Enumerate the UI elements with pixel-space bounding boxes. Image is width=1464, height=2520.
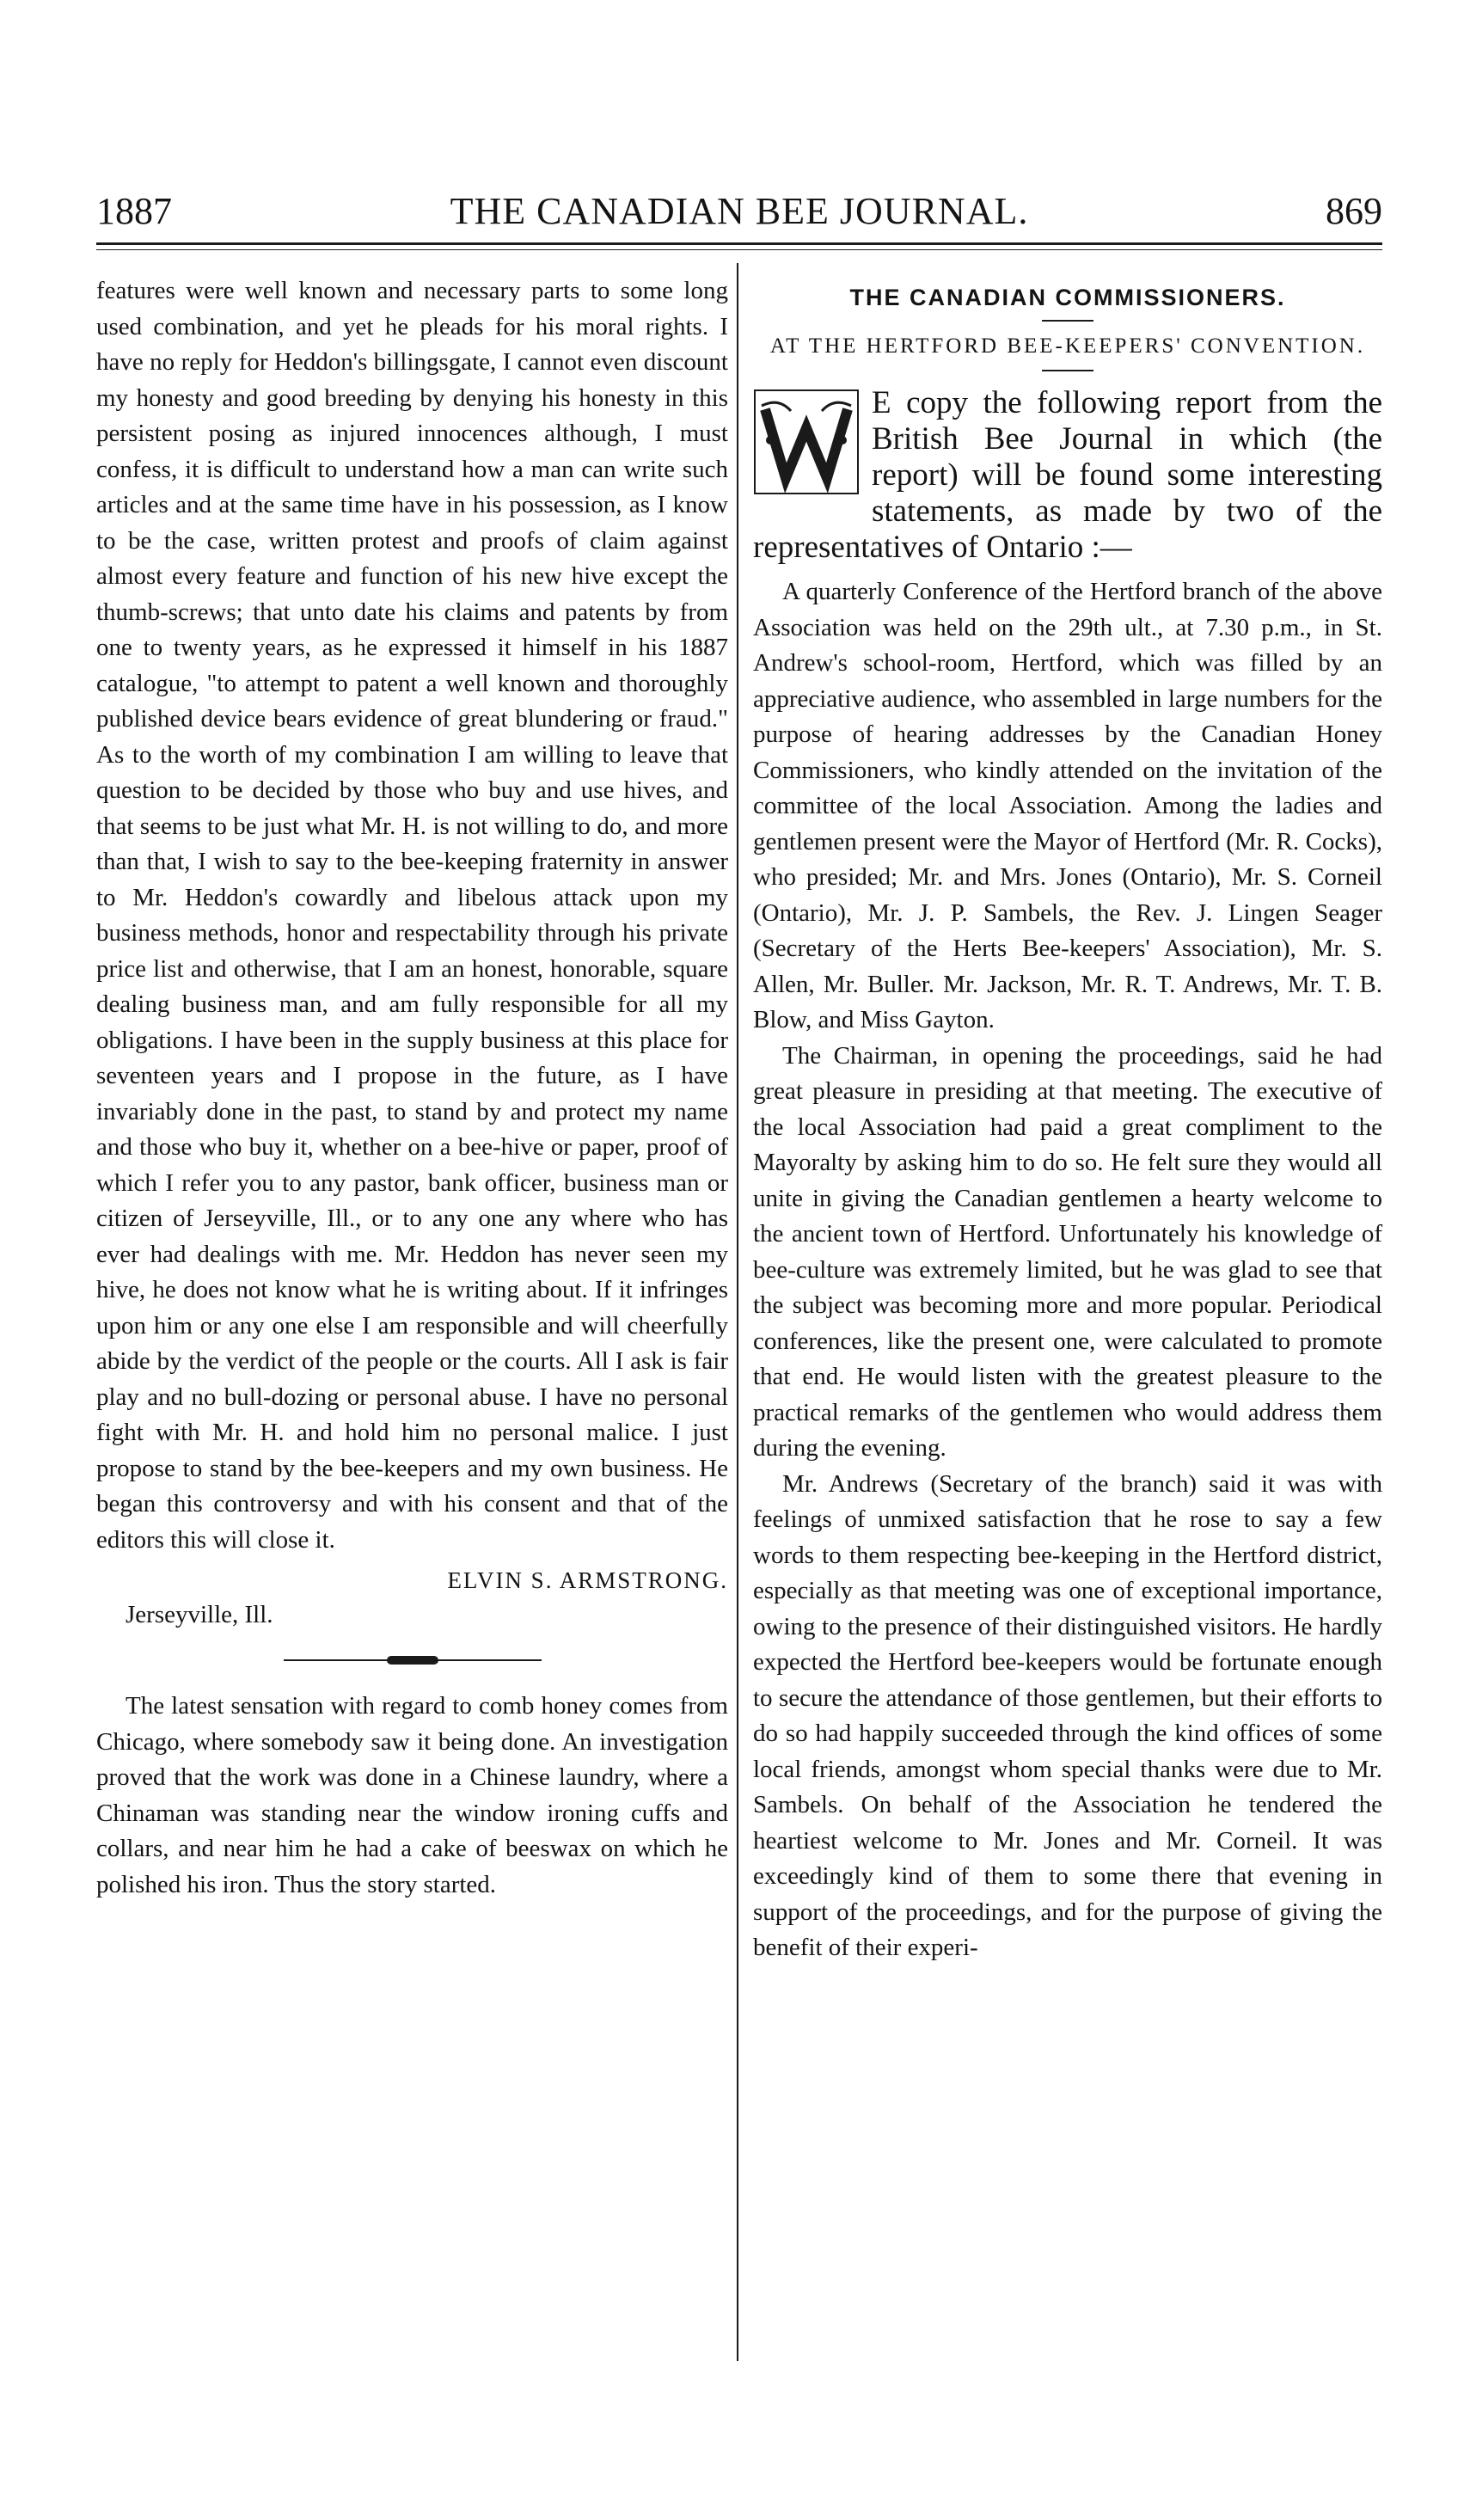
article-lead xyxy=(753,385,1382,566)
title-rule xyxy=(1042,320,1093,322)
letter-paragraph: features were well known and necessary parts to some long used combination, and yet he pleads for his moral rights. I have no reply for Heddon's billingsgate, I cannot even discount my honesty and good breeding by denying his honesty in this persistent posing as injured innocences although, I must confess, it is difficult to understand how a man can write such articles and at the same time have in his possession, as I know to be the case, written protest and proofs of claim against almost every feature and function of his new hive except the thumb-screws; that unto date his claims and patents by from one to twenty years, as he expressed it himself in his 1887 catalogue, "to attempt to patent a well known and thoroughly published device bears evidence of great blundering or fraud." As to the worth of my combination I am willing to leave that question to be decided by those who buy and use hives, and that seems to be just what Mr. H. is not willing to do, and more than that, I wish to say to the bee-keeping fraternity in answer to Mr. Heddon's cowardly and libelous attack upon my business methods, honor and respectability through his private price list and otherwise, that I am an honest, honorable, square dealing business man, and am fully responsible for all my obligations. I have been in the supply business at this place for seventeen years and I propose in the future, as I have invariably done in the past, to stand by and protect my name and those who buy it, whether on a bee-hive or paper, proof of which I refer you to any pastor, bank officer, business man or citizen of Jerseyville, Ill., or to any one any where who has ever had dealings with me. Mr. Heddon has never seen my hive, he does not know what he is writing about. If it infringes upon him or any one else I am responsible and will cheerfully abide by the verdict of the people or the courts. All I ask is fair play and no bull-dozing or personal abuse. I have no personal fight with Mr. H. and hold him no personal malice. I just propose to stand by the bee-keepers and my own business. He began this controversy and with his consent and that of the editors this will close it. xyxy=(96,277,728,1554)
header-rule xyxy=(96,242,1382,245)
letter-signature: ELVIN S. ARMSTRONG. xyxy=(447,1567,728,1593)
left-column xyxy=(96,273,728,1903)
comb-honey-paragraph: The latest sensation with regard to comb honey comes from Chicago, where somebody saw it being done. An investigation proved that the work was done in a Chinese laundry, where a Chinaman was standing near the window ironing cuffs and collars, and near him he had a cake of beeswax on which he polished his iron. Thus the story started. xyxy=(96,1692,728,1898)
header-page-number: 869 xyxy=(1326,190,1382,232)
header-year: 1887 xyxy=(96,190,172,232)
lead-text: E copy the following report from the British Bee Journal in which (the report) will be found some interesting statements, as made by two of the representatives of Ontario :— xyxy=(753,385,1382,565)
header-title: THE CANADIAN BEE JOURNAL. xyxy=(450,190,1029,232)
header-rule-thin xyxy=(96,249,1382,250)
dropcap-w-icon xyxy=(753,389,860,495)
section-ornament xyxy=(284,1656,542,1665)
chairman-paragraph: The Chairman, in opening the proceedings, said he had great pleasure in presiding at that meeting. The executive of the local Association had paid a great compliment to the Mayoralty by asking him to do so. He felt sure they would all unite in giving the Canadian gentlemen a hearty welcome to the ancient town of Hertford. Unfortunately his knowledge of bee-culture was extremely limited, but he was glad to see that the subject was becoming more and more popular. Periodical conferences, like the present one, were calculated to promote that end. He would listen with the greatest pleasure to the practical remarks of the gentlemen who would address them during the evening. xyxy=(753,1041,1382,1462)
article-subtitle: AT THE HERTFORD BEE-KEEPERS' CONVENTION. xyxy=(769,334,1366,358)
subtitle-rule xyxy=(1042,370,1093,371)
letter-place: Jerseyville, Ill. xyxy=(126,1601,273,1628)
column-divider xyxy=(737,263,738,2361)
page-header xyxy=(96,179,1382,239)
andrews-paragraph: Mr. Andrews (Secretary of the branch) said it was with feelings of unmixed satisfaction that he rose to say a few words to them respecting bee-keeping in the Hertford district, especially as that meeting was one of exceptional importance, owing to the presence of their distinguished visitors. He hardly expected the Hertford bee-keepers would be fortunate enough to secure the attendance of those gentlemen, but their efforts to do so had happily succeeded through the kind offices of some local friends, amongst whom special thanks were due to Mr. Sambels. On behalf of the Association he tendered the heartiest welcome to Mr. Jones and Mr. Corneil. It was exceedingly kind of them to some there that evening in support of the proceedings, and for the purpose of giving the benefit of their experi- xyxy=(753,1469,1382,1961)
right-column xyxy=(753,273,1382,1966)
article-title: THE CANADIAN COMMISSIONERS. xyxy=(849,285,1286,310)
conference-paragraph: A quarterly Conference of the Hertford branch of the above Association was held on the 29th ult., at 7.30 p.m., in St. Andrew's school-room, Hertford, which was filled by an appreciative audience, who assembled in large numbers for the purpose of hearing addresses by the Canadian Honey Commissioners, who kindly attended on the invitation of the committee of the local Association. Among the ladies and gentlemen present were the Mayor of Hertford (Mr. R. Cocks), who presided; Mr. and Mrs. Jones (Ontario), Mr. S. Corneil (Ontario), Mr. J. P. Sambels, the Rev. J. Lingen Seager (Secretary of the Herts Bee-keepers' Association), Mr. S. Allen, Mr. Buller. Mr. Jackson, Mr. R. T. Andrews, Mr. T. B. Blow, and Miss Gayton. xyxy=(753,578,1382,1033)
